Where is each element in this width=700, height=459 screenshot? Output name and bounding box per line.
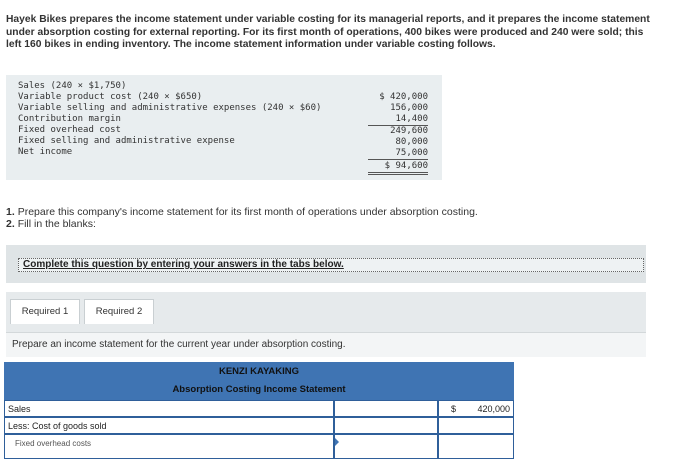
stmt-row-contribution-label: Contribution margin	[18, 114, 121, 124]
prompt-text: Prepare an income statement for the current year under absorption costing.	[12, 339, 346, 350]
prompt-bar	[6, 332, 646, 357]
company-name: KENZI KAYAKING	[218, 366, 300, 377]
dropdown-marker-icon	[335, 438, 339, 446]
stmt-row-variable-product-label: Variable product cost (240 × $650)	[18, 92, 203, 102]
table-row-spacer[interactable]	[334, 400, 438, 417]
stmt-row-fixed-overhead-label: Fixed overhead cost	[18, 125, 121, 135]
stmt-row-net-income-value: $ 94,600	[368, 161, 428, 175]
sales-amount: 420,000	[477, 404, 510, 414]
currency-symbol: $	[451, 404, 457, 414]
table-row-amount-cell[interactable]	[438, 417, 514, 434]
statement-table	[4, 400, 514, 459]
table-row-amount-cell[interactable]	[438, 434, 514, 459]
stmt-row-variable-selling-value: 14,400	[368, 114, 428, 126]
intro-line-1: Hayek Bikes prepares the income statement under variable costing for its managerial reports, and it prepares the income statement	[6, 14, 650, 25]
table-row-label[interactable]: Sales	[4, 400, 334, 417]
stmt-row-contribution-value: 249,600	[390, 126, 428, 136]
stmt-row-fixed-selling-value: 75,000	[368, 148, 428, 160]
instructions-text: Complete this question by entering your answers in the tabs below.	[23, 259, 344, 270]
question-2	[6, 218, 666, 230]
question-1	[6, 206, 666, 218]
tab-required-1[interactable]: Required 1	[10, 299, 80, 324]
stmt-row-sales-label: Sales (240 × $1,750)	[18, 81, 127, 91]
stmt-row-variable-product-value: 156,000	[390, 103, 428, 113]
statement-title: Absorption Costing Income Statement	[172, 384, 346, 395]
stmt-row-fixed-selling-label: Fixed selling and administrative expense	[18, 136, 235, 146]
stmt-row-net-income-label: Net income	[18, 147, 73, 157]
tab-required-2[interactable]: Required 2	[84, 299, 154, 324]
stmt-row-variable-selling-label: Variable selling and administrative expenses (240 × $60)	[18, 103, 322, 113]
question-list	[6, 206, 666, 230]
variable-costing-statement	[6, 75, 442, 180]
table-row-label[interactable]: Less: Cost of goods sold	[4, 417, 334, 434]
tabs-area	[6, 292, 646, 332]
intro-line-2: under absorption costing for external reporting. For its first month of operations, 400 bikes were produced and 240 were sold; this	[6, 26, 644, 38]
question-1-text: Prepare this company's income statement for its first month of operations under absorption costing.	[17, 206, 478, 218]
table-row-spacer[interactable]	[334, 417, 438, 434]
question-1-number: 1.	[6, 206, 15, 218]
instructions-bar	[18, 258, 644, 272]
table-row-amount-cell[interactable]	[438, 400, 514, 417]
table-row-input[interactable]	[334, 434, 438, 459]
stmt-row-fixed-overhead-value: 80,000	[395, 137, 428, 147]
question-2-text: Fill in the blanks:	[17, 218, 96, 230]
stmt-row-sales-value: $ 420,000	[379, 92, 428, 102]
instructions-panel	[6, 245, 646, 283]
problem-intro	[6, 14, 696, 52]
table-row-label[interactable]: Fixed overhead costs	[4, 434, 334, 459]
question-2-number: 2.	[6, 218, 15, 230]
intro-line-3: left 160 bikes in ending inventory. The income statement information under variable costing follows.	[6, 39, 496, 50]
statement-table-header	[4, 362, 514, 400]
